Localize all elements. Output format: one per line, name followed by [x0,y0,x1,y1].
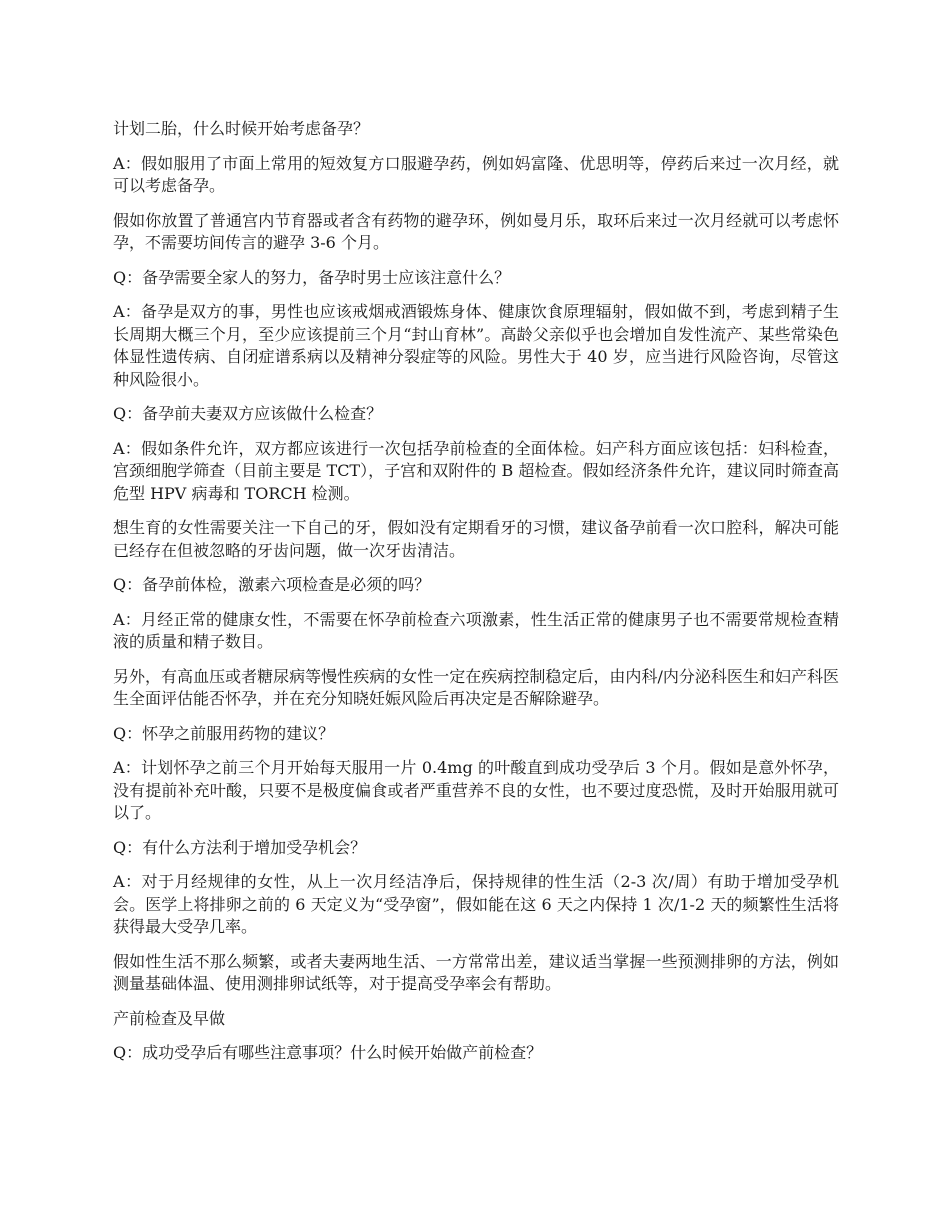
answer-paragraph: A：假如条件允许，双方都应该进行一次包括孕前检查的全面体检。妇产科方面应该包括：妇科检查，宫颈细胞学筛查（目前主要是 TCT），子宫和双附件的 B 超检查。假如经济条件允许，建议同时筛查高危型 HPV 病毒和 TORCH 检测。 [113,438,839,503]
question-paragraph: Q：有什么方法利于增加受孕机会？ [113,837,367,857]
answer-paragraph: A：月经正常的健康女性，不需要在怀孕前检查六项激素，性生活正常的健康男子也不需要常规检查精液的质量和精子数目。 [113,609,839,651]
question-paragraph: Q：备孕前夫妻双方应该做什么检查？ [113,404,383,423]
answer-paragraph: A：计划怀孕之前三个月开始每天服用一片 0.4mg 的叶酸直到成功受孕后 3 个月。假如是意外怀孕，没有提前补充叶酸，只要不是极度偏食或者严重营养不良的女性，也不要过度恐慌，及时开始服用就可以了。 [113,758,839,822]
question-paragraph: Q：备孕前体检，激素六项检查是必须的吗？ [113,575,431,594]
question-paragraph: Q：怀孕之前服用药物的建议？ [113,723,335,743]
body-paragraph: 假如你放置了普通宫内节育器或者含有药物的避孕环，例如曼月乐，取环后来过一次月经就可以考虑怀孕，不需要坊间传言的避孕 3-6 个月。 [113,210,839,252]
document-page [113,118,839,1077]
answer-paragraph: A：假如服用了市面上常用的短效复方口服避孕药，例如妈富隆、优思明等，停药后来过一次月经，就可以考虑备孕。 [113,153,839,195]
section-title: 计划二胎，什么时候开始考虑备孕？ [113,119,370,138]
body-paragraph: 想生育的女性需要关注一下自己的牙，假如没有定期看牙的习惯，建议备孕前看一次口腔科，解决可能已经存在但被忽略的牙齿问题，做一次牙齿清洁。 [113,518,839,560]
section-heading: 产前检查及早做 [113,1008,226,1028]
question-paragraph: Q：备孕需要全家人的努力，备孕时男士应该注意什么？ [113,267,511,287]
body-paragraph: 假如性生活不那么频繁，或者夫妻两地生活、一方常常出差，建议适当掌握一些预测排卵的方法，例如测量基础体温、使用测排卵试纸等，对于提高受孕率会有帮助。 [113,951,839,993]
answer-paragraph: A：对于月经规律的女性，从上一次月经洁净后，保持规律的性生活（2-3 次/周）有助于增加受孕机会。医学上将排卵之前的 6 天定义为“受孕窗”，假如能在这 6 天之内保持 1 次/1-2 天的频繁性生活将获得最大受孕几率。 [113,872,839,936]
answer-paragraph: A：备孕是双方的事，男性也应该戒烟戒酒锻炼身体、健康饮食原理辐射，假如做不到，考虑到精子生长周期大概三个月，至少应该提前三个月“封山育林”。高龄父亲似乎也会增加自发性流产、某些常染色体显性遗传病、自闭症谱系病以及精神分裂症等的风险。男性大于 40 岁，应当进行风险咨询，尽管这种风险很小。 [113,302,839,389]
body-paragraph: 另外，有高血压或者糖尿病等慢性疾病的女性一定在疾病控制稳定后，由内科/内分泌科医生和妇产科医生全面评估能否怀孕，并在充分知晓妊娠风险后再决定是否解除避孕。 [113,666,839,708]
question-paragraph: Q：成功受孕后有哪些注意事项？什么时候开始做产前检查？ [113,1043,543,1062]
